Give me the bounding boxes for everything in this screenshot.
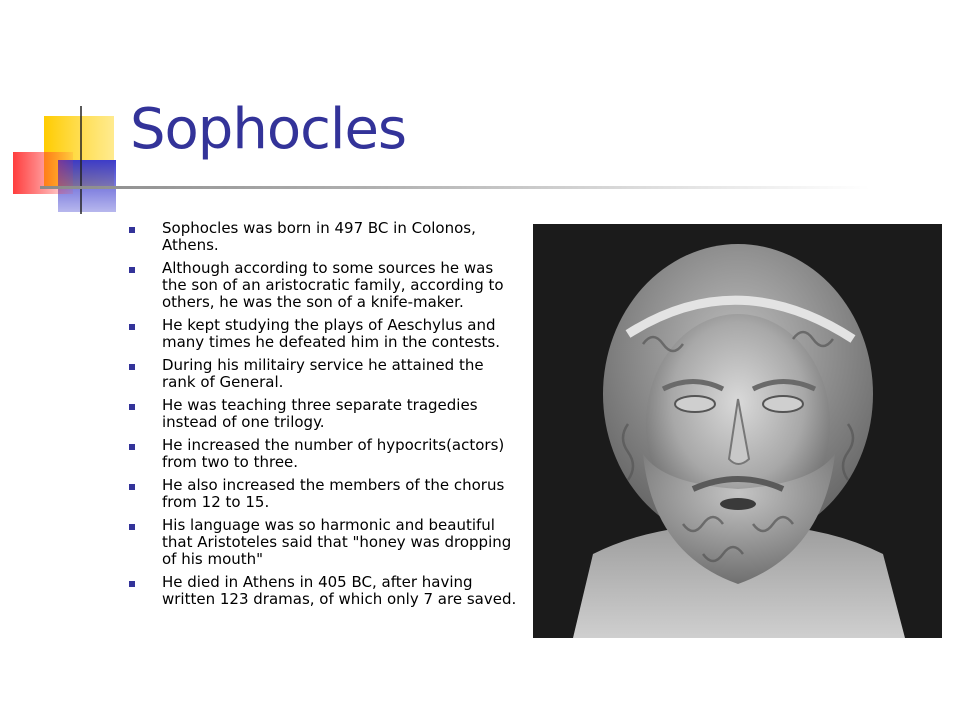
slide-title: Sophocles: [130, 97, 407, 162]
bullet-text: He kept studying the plays of Aeschylus and many times he defeated him in the contests.: [162, 316, 500, 351]
bullet-text: Although according to some sources he was the son of an aristocratic family, according to others, he was the son of a knife-maker.: [162, 259, 504, 311]
bullet-square-icon: [129, 484, 135, 490]
bullet-text: His language was so harmonic and beautiful that Aristoteles said that "honey was dropping of his mouth": [162, 516, 512, 568]
bullet-text: During his militairy service he attained the rank of General.: [162, 356, 484, 391]
bullet-square-icon: [129, 324, 135, 330]
bullet-text: He also increased the members of the chorus from 12 to 15.: [162, 476, 505, 511]
list-item: [128, 260, 518, 311]
list-item: [128, 317, 518, 351]
sophocles-bust-photo: [533, 224, 942, 638]
list-item: [128, 220, 518, 254]
list-item: [128, 517, 518, 568]
bullet-text: He died in Athens in 405 BC, after having written 123 dramas, of which only 7 are saved.: [162, 573, 517, 608]
bullet-text: Sophocles was born in 497 BC in Colonos, Athens.: [162, 219, 476, 254]
bullet-list: [128, 220, 518, 614]
bullet-square-icon: [129, 227, 135, 233]
list-item: [128, 574, 518, 608]
bullet-square-icon: [129, 444, 135, 450]
bullet-text: He was teaching three separate tragedies instead of one trilogy.: [162, 396, 478, 431]
bullet-square-icon: [129, 581, 135, 587]
bullet-text: He increased the number of hypocrits(actors) from two to three.: [162, 436, 505, 471]
bullet-square-icon: [129, 524, 135, 530]
list-item: [128, 357, 518, 391]
list-item: [128, 477, 518, 511]
title-underline: [40, 186, 870, 189]
list-item: [128, 437, 518, 471]
list-item: [128, 397, 518, 431]
bullet-square-icon: [129, 364, 135, 370]
bullet-square-icon: [129, 267, 135, 273]
bullet-square-icon: [129, 404, 135, 410]
